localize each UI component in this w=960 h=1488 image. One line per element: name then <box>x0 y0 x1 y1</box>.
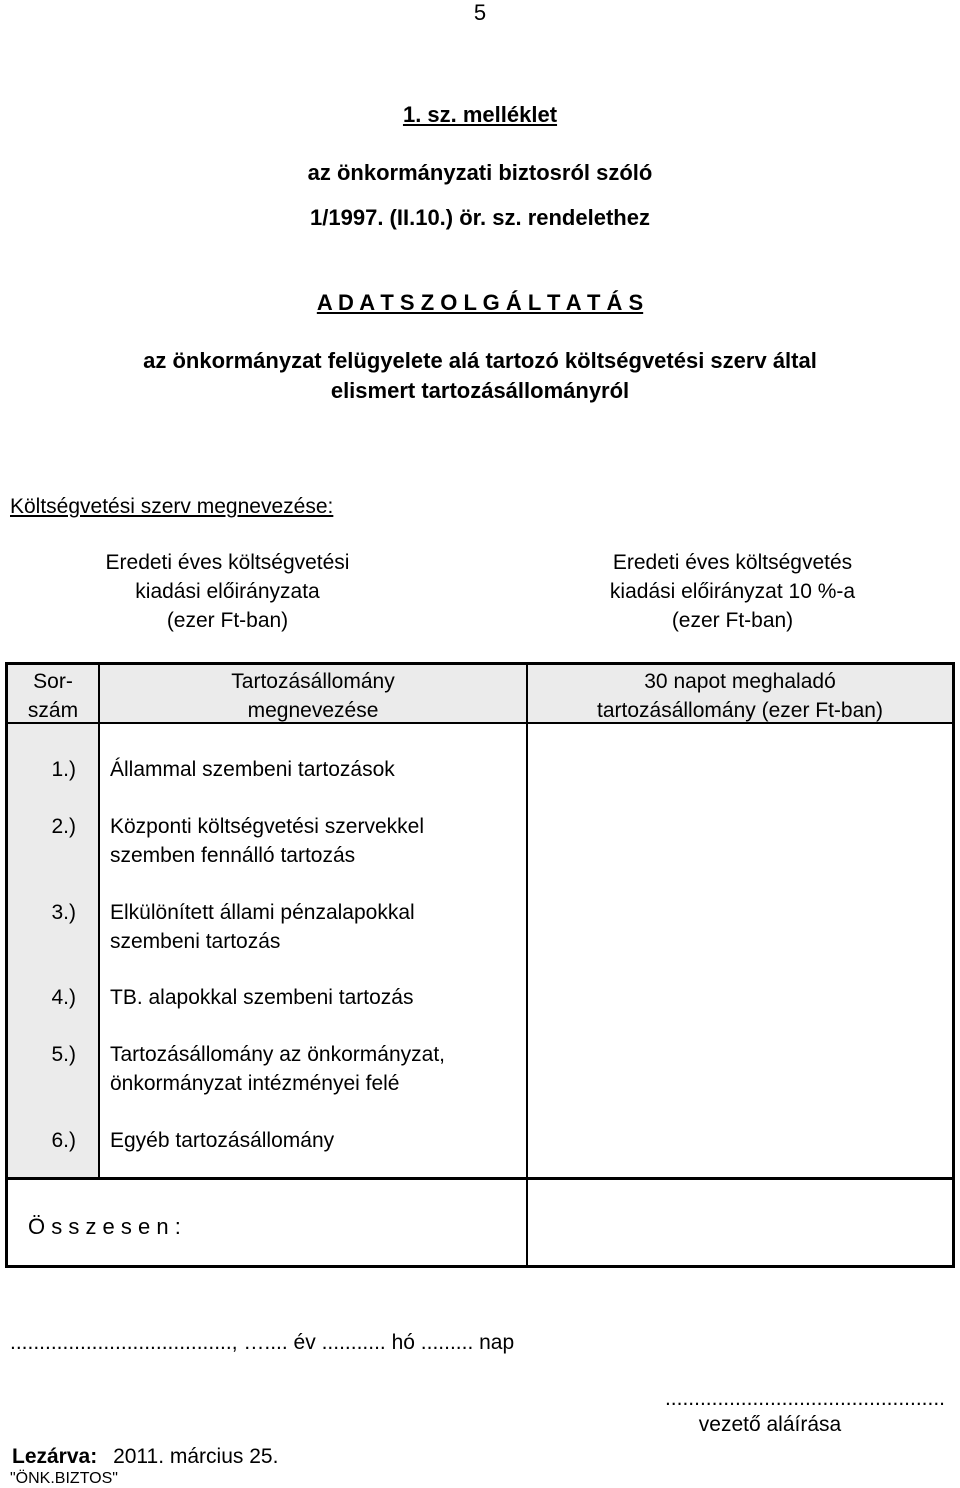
closed-line <box>12 1442 278 1471</box>
signature-block <box>595 1386 945 1438</box>
annex-title: 1. sz. melléklet <box>402 102 558 127</box>
row-number: 6.) <box>51 1129 76 1152</box>
budget-left-line-1: Eredeti éves költségvetési <box>105 551 350 574</box>
row-number: 3.) <box>51 901 76 924</box>
description-line-1: az önkormányzat felügyelete alá tartozó költségvetési szerv által <box>143 348 817 373</box>
col-divider-2 <box>526 665 528 1265</box>
number-column-shade <box>8 722 98 1178</box>
budget-right-line-1: Eredeti éves költségvetés <box>612 551 853 574</box>
org-name-label: Költségvetési szerv megnevezése: <box>10 495 334 518</box>
total-top-line <box>8 1177 952 1180</box>
budget-right-block <box>545 548 920 635</box>
closed-label: Lezárva: <box>12 1445 98 1468</box>
main-title: A D A T S Z O L G Á L T A T Á S <box>316 290 644 315</box>
signature-label: vezető aláírása <box>698 1413 842 1436</box>
row-label: TB. alapokkal szembeni tartozás <box>110 986 414 1009</box>
signature-dots: ................................................ <box>664 1387 945 1410</box>
budget-left-block <box>40 548 415 635</box>
row-label: Egyéb tartozásállomány <box>110 1129 335 1152</box>
debt-table <box>5 662 955 1268</box>
total-label: Ö s s z e s e n : <box>28 1214 181 1239</box>
closed-date: 2011. március 25. <box>113 1445 279 1468</box>
row-number: 1.) <box>51 758 76 781</box>
budget-left-line-2: kiadási előirányzata <box>135 580 320 603</box>
row-label: Tartozásállomány az önkormányzat, önkormányzat intézményei felé <box>110 1043 445 1095</box>
row-label: Állammal szembeni tartozások <box>110 758 395 781</box>
page-number: 5 <box>473 0 487 25</box>
row-label: Központi költségvetési szervekkel szemben fennálló tartozás <box>110 815 424 867</box>
description-line-2: elismert tartozásállományról <box>330 378 630 403</box>
col-divider-1 <box>98 665 100 1178</box>
subtitle-line-2: 1/1997. (II.10.) ör. sz. rendelethez <box>310 205 650 230</box>
budget-right-line-2: kiadási előirányzat 10 %-a <box>609 580 856 603</box>
budget-left-line-3: (ezer Ft-ban) <box>166 609 289 632</box>
row-number: 5.) <box>51 1043 76 1066</box>
subtitle-line-1: az önkormányzati biztosról szóló <box>307 160 653 185</box>
header-col-number: Sor- szám <box>27 670 79 722</box>
date-line: ......................................, ….... év ........... hó ......... nap <box>10 1331 515 1354</box>
budget-right-line-3: (ezer Ft-ban) <box>671 609 794 632</box>
header-col-name: Tartozásállomány megnevezése <box>231 670 395 722</box>
header-col-amount: 30 napot meghaladó tartozásállomány (ezer Ft-ban) <box>597 670 883 722</box>
footer-tag: "ÖNK.BIZTOS" <box>10 1470 118 1487</box>
row-label: Elkülönített állami pénzalapokkal szembeni tartozás <box>110 901 415 953</box>
row-number: 2.) <box>51 815 76 838</box>
row-number: 4.) <box>51 986 76 1009</box>
